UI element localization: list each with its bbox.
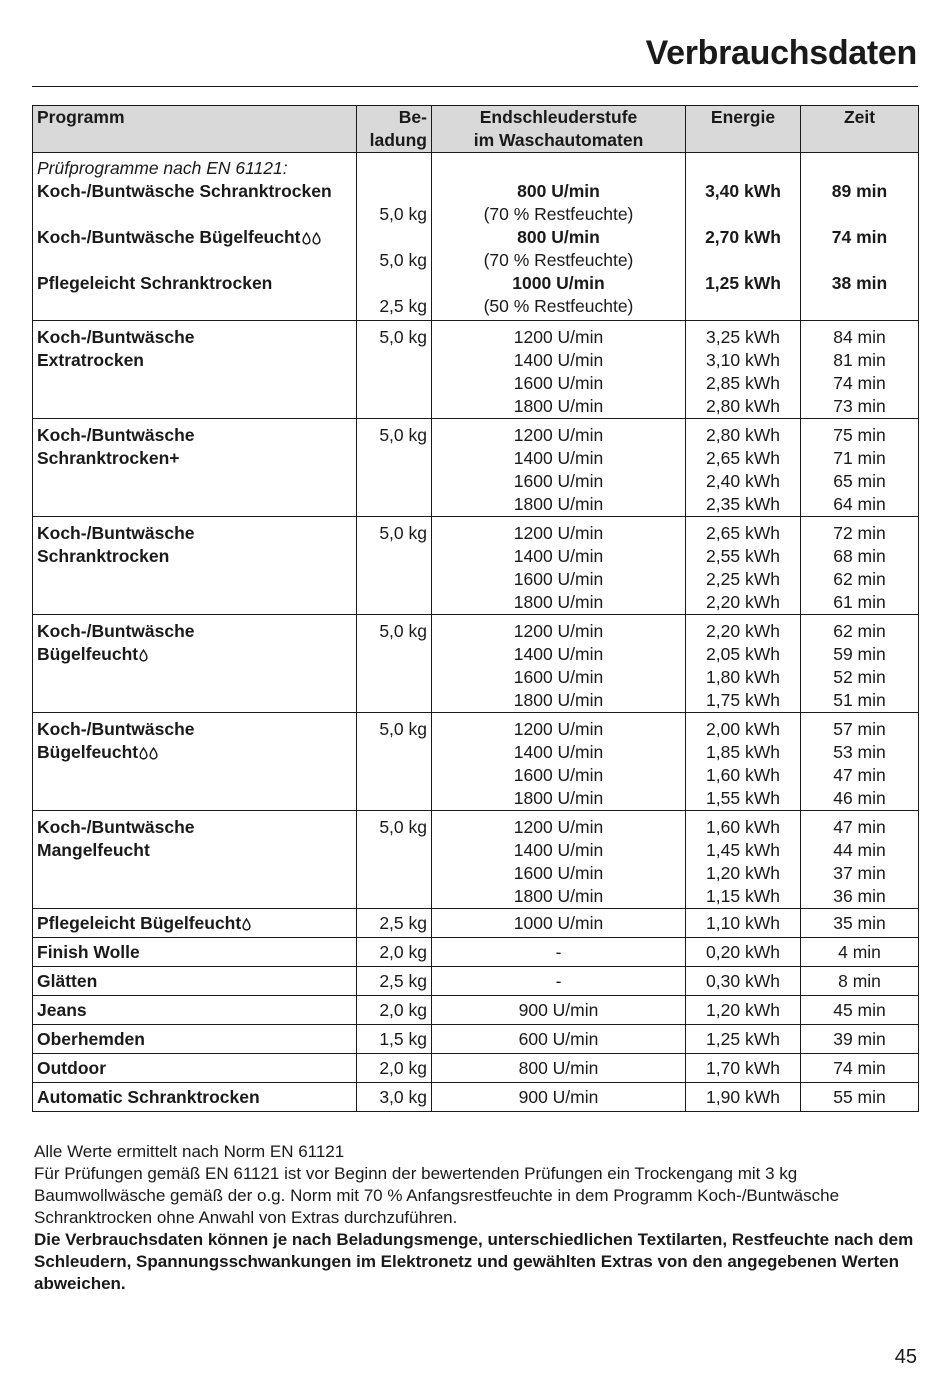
program-spin [432,517,686,615]
program-energy: 1,20 kWh [686,996,801,1025]
program-name [33,321,357,419]
program-spin: 900 U/min [432,996,686,1025]
program-energy-value: 2,65 kWh [706,448,780,468]
program-spin-value: 1800 U/min [513,690,604,710]
program-spin [432,713,686,811]
program-energy-value: 1,60 kWh [706,817,780,837]
program-name: Outdoor [33,1054,357,1083]
test-program-name: Koch-/Buntwäsche Schranktrocken [37,181,332,201]
program-spin-value: 1200 U/min [513,719,604,739]
water-drop-icon [312,232,321,245]
program-name-line-1: Koch-/Buntwäsche [37,425,195,445]
program-load: 2,5 kg [357,967,432,996]
header-spin [432,106,686,153]
footnotes [34,1141,914,1295]
program-spin-value: 1800 U/min [513,886,604,906]
program-energy-value: 2,85 kWh [706,373,780,393]
spacer [805,249,914,272]
program-energy-value: 1,20 kWh [706,863,780,883]
program-time-value: 71 min [833,448,886,468]
test-program-spin: 800 U/min [517,181,600,201]
program-energy-value: 2,05 kWh [706,644,780,664]
program-time: 4 min [801,938,919,967]
program-energy-value: 1,80 kWh [706,667,780,687]
program-name-line-2: Bügelfeucht [37,741,352,764]
water-drop-icon [149,747,158,760]
program-spin: 900 U/min [432,1083,686,1112]
program-time: 8 min [801,967,919,996]
program-time-value: 51 min [833,690,886,710]
program-name-line-2: Mangelfeucht [37,840,150,860]
program-load: 2,0 kg [357,996,432,1025]
title-rule [32,86,918,87]
program-time-value: 68 min [833,546,886,566]
program-spin-value: 1200 U/min [513,327,604,347]
program-time: 39 min [801,1025,919,1054]
program-time [801,321,919,419]
spacer [805,295,914,318]
program-time-value: 47 min [833,817,886,837]
program-load: 5,0 kg [357,321,432,419]
test-program-spin: 800 U/min [517,227,600,247]
program-time-value: 59 min [833,644,886,664]
spacer [361,157,427,180]
test-program-energy: 3,40 kWh [705,181,781,201]
program-energy-value: 1,15 kWh [706,886,780,906]
program-spin-value: 1400 U/min [513,840,604,860]
program-name-line-2: Extratrocken [37,350,144,370]
test-program-load: 5,0 kg [379,250,427,270]
program-group-row [33,419,919,517]
program-energy: 0,30 kWh [686,967,801,996]
program-name [33,811,357,909]
program-name [33,517,357,615]
program-load: 5,0 kg [357,615,432,713]
program-spin-value: 1400 U/min [513,644,604,664]
spacer [805,157,914,180]
test-program-spins [432,153,686,321]
program-spin: - [432,967,686,996]
test-program-load: 5,0 kg [379,204,427,224]
test-program-time: 38 min [831,273,888,293]
program-time-value: 65 min [833,471,886,491]
program-spin [432,615,686,713]
program-name: Finish Wolle [33,938,357,967]
program-row [33,1054,919,1083]
program-name-line-2: Schranktrocken [37,546,170,566]
program-energy-value: 3,10 kWh [706,350,780,370]
program-spin-value: 1600 U/min [513,667,604,687]
program-energy-value: 2,80 kWh [706,425,780,445]
program-spin-value: 1600 U/min [513,863,604,883]
spacer [361,180,427,203]
program-row [33,996,919,1025]
program-time: 35 min [801,909,919,938]
program-row [33,967,919,996]
program-energy-value: 1,85 kWh [706,742,780,762]
program-energy: 1,10 kWh [686,909,801,938]
program-spin-value: 1400 U/min [513,350,604,370]
program-energy-value: 2,65 kWh [706,523,780,543]
program-time-value: 52 min [833,667,886,687]
program-energy-value: 1,60 kWh [706,765,780,785]
program-spin: 600 U/min [432,1025,686,1054]
program-name: Jeans [33,996,357,1025]
program-time-value: 64 min [833,494,886,514]
program-time [801,713,919,811]
test-program-time: 89 min [831,181,888,201]
program-time: 45 min [801,996,919,1025]
program-name-line-1: Koch-/Buntwäsche [37,523,195,543]
program-spin-value: 1800 U/min [513,396,604,416]
spacer [690,157,796,180]
footnote-norm: Alle Werte ermittelt nach Norm EN 61121 [34,1142,345,1161]
program-energy-value: 2,00 kWh [706,719,780,739]
test-program-energy: 1,25 kWh [705,273,781,293]
program-load: 1,5 kg [357,1025,432,1054]
program-energy [686,517,801,615]
test-program-residual-moisture: (70 % Restfeuchte) [483,204,634,224]
program-spin-value: 1200 U/min [513,523,604,543]
program-name-line-2: Schranktrocken+ [37,448,180,468]
program-energy-value: 2,55 kWh [706,546,780,566]
program-time-value: 53 min [833,742,886,762]
test-program-loads [357,153,432,321]
program-spin-value: 1800 U/min [513,788,604,808]
program-load: 2,5 kg [357,909,432,938]
test-program-name: Pflegeleicht Schranktrocken [37,273,273,293]
program-time-value: 84 min [833,327,886,347]
program-time-value: 57 min [833,719,886,739]
program-load: 5,0 kg [357,517,432,615]
program-time-value: 74 min [833,373,886,393]
program-name-line-2: Bügelfeucht [37,643,352,666]
spacer [361,272,427,295]
spacer [37,295,352,318]
program-time-value: 47 min [833,765,886,785]
program-energy [686,419,801,517]
program-spin-value: 1200 U/min [513,425,604,445]
program-name-line-1: Koch-/Buntwäsche [37,719,195,739]
program-time-value: 81 min [833,350,886,370]
program-spin-value: 1800 U/min [513,494,604,514]
program-load: 3,0 kg [357,1083,432,1112]
program-time-value: 46 min [833,788,886,808]
program-energy: 0,20 kWh [686,938,801,967]
header-spin-line-2: im Waschautomaten [473,130,644,150]
program-load: 5,0 kg [357,419,432,517]
test-program-energy: 2,70 kWh [705,227,781,247]
spacer [690,203,796,226]
footnote-disclaimer: Die Verbrauchsdaten können je nach Beladungsmenge, unterschiedlichen Textilarten, Restfeuchte nach dem Schleudern, Spannungsschwankungen im Elektronetz und gewählten Extras von den angegebenen Werten abweichen. [34,1230,914,1293]
program-time-value: 75 min [833,425,886,445]
spacer [690,249,796,272]
spacer [690,295,796,318]
program-energy-value: 1,55 kWh [706,788,780,808]
program-name: Glätten [33,967,357,996]
program-group-row [33,713,919,811]
program-spin-value: 1400 U/min [513,546,604,566]
program-row [33,938,919,967]
program-energy-value: 2,35 kWh [706,494,780,514]
program-energy-value: 3,25 kWh [706,327,780,347]
water-drop-icon [302,232,311,245]
program-row [33,1025,919,1054]
program-energy-value: 1,45 kWh [706,840,780,860]
program-energy: 1,70 kWh [686,1054,801,1083]
program-spin-value: 1400 U/min [513,448,604,468]
program-load: 2,0 kg [357,1054,432,1083]
program-name: Pflegeleicht Bügelfeucht [33,909,357,938]
program-spin-value: 1600 U/min [513,569,604,589]
program-spin: 800 U/min [432,1054,686,1083]
program-time: 74 min [801,1054,919,1083]
program-energy-value: 2,40 kWh [706,471,780,491]
program-energy-value: 2,80 kWh [706,396,780,416]
program-time-value: 73 min [833,396,886,416]
header-load-line-1: Be- [398,107,427,127]
spacer [805,203,914,226]
program-name-line-1: Koch-/Buntwäsche [37,621,195,641]
program-row [33,1083,919,1112]
program-time-value: 72 min [833,523,886,543]
header-energy: Energie [686,106,801,153]
program-energy [686,615,801,713]
test-program-caption: Prüfprogramme nach EN 61121: [37,158,288,178]
program-spin-value: 1200 U/min [513,817,604,837]
program-spin-value: 1400 U/min [513,742,604,762]
program-group-row [33,615,919,713]
program-load: 5,0 kg [357,713,432,811]
program-energy [686,713,801,811]
spacer [361,226,427,249]
program-spin [432,321,686,419]
header-load [357,106,432,153]
program-time [801,517,919,615]
program-time [801,811,919,909]
program-spin: - [432,938,686,967]
program-time-value: 44 min [833,840,886,860]
table-body [33,153,919,1112]
program-group-row [33,811,919,909]
program-spin-value: 1200 U/min [513,621,604,641]
program-energy [686,811,801,909]
program-time-value: 37 min [833,863,886,883]
program-energy: 1,25 kWh [686,1025,801,1054]
header-time: Zeit [801,106,919,153]
program-load: 2,0 kg [357,938,432,967]
program-spin-value: 1800 U/min [513,592,604,612]
program-spin-value: 1600 U/min [513,373,604,393]
program-time-value: 61 min [833,592,886,612]
page-number: 45 [894,1346,917,1368]
program-time [801,419,919,517]
consumption-table [32,105,919,1112]
program-spin-value: 1600 U/min [513,471,604,491]
test-program-names [33,153,357,321]
water-drop-icon [139,747,148,760]
program-name [33,713,357,811]
program-energy-value: 1,75 kWh [706,690,780,710]
program-name-line-1: Koch-/Buntwäsche [37,327,195,347]
program-energy-value: 2,25 kWh [706,569,780,589]
test-program-spin: 1000 U/min [512,273,605,293]
program-time: 55 min [801,1083,919,1112]
table-header-row [33,106,919,153]
program-name [33,615,357,713]
footnote-test-procedure: Für Prüfungen gemäß EN 61121 ist vor Beginn der bewertenden Prüfungen ein Trockengang mit 3 kg Baumwollwäsche gemäß der o.g. Norm mit 70 % Anfangsrestfeuchte in dem Programm Koch-/Buntwäsche Schranktrocken ohne Anwahl von Extras durchzuführen. [34,1164,840,1227]
spacer [37,203,352,226]
program-spin-value: 1600 U/min [513,765,604,785]
program-time [801,615,919,713]
program-energy-value: 2,20 kWh [706,592,780,612]
program-row [33,909,919,938]
program-name: Automatic Schranktrocken [33,1083,357,1112]
spacer [436,157,681,180]
test-program-load: 2,5 kg [379,296,427,316]
program-energy [686,321,801,419]
header-spin-line-1: Endschleuderstufe [479,107,638,127]
test-program-name: Koch-/Buntwäsche Bügelfeucht [37,226,352,249]
header-program: Programm [33,106,357,153]
program-time-value: 62 min [833,621,886,641]
program-energy-value: 2,20 kWh [706,621,780,641]
header-load-line-2: ladung [369,130,427,150]
program-name: Oberhemden [33,1025,357,1054]
water-drop-icon [139,649,148,662]
program-spin [432,811,686,909]
program-name [33,419,357,517]
program-spin [432,419,686,517]
program-group-row [33,321,919,419]
program-load: 5,0 kg [357,811,432,909]
water-drop-icon [242,918,251,931]
test-program-energies [686,153,801,321]
program-spin: 1000 U/min [432,909,686,938]
test-program-time: 74 min [831,227,888,247]
test-program-residual-moisture: (70 % Restfeuchte) [483,250,634,270]
program-time-value: 62 min [833,569,886,589]
test-program-block [33,153,919,321]
test-program-residual-moisture: (50 % Restfeuchte) [483,296,634,316]
program-group-row [33,517,919,615]
page-title: Verbrauchsdaten [645,34,917,72]
spacer [37,249,352,272]
test-program-times [801,153,919,321]
program-name-line-1: Koch-/Buntwäsche [37,817,195,837]
program-energy: 1,90 kWh [686,1083,801,1112]
program-time-value: 36 min [833,886,886,906]
